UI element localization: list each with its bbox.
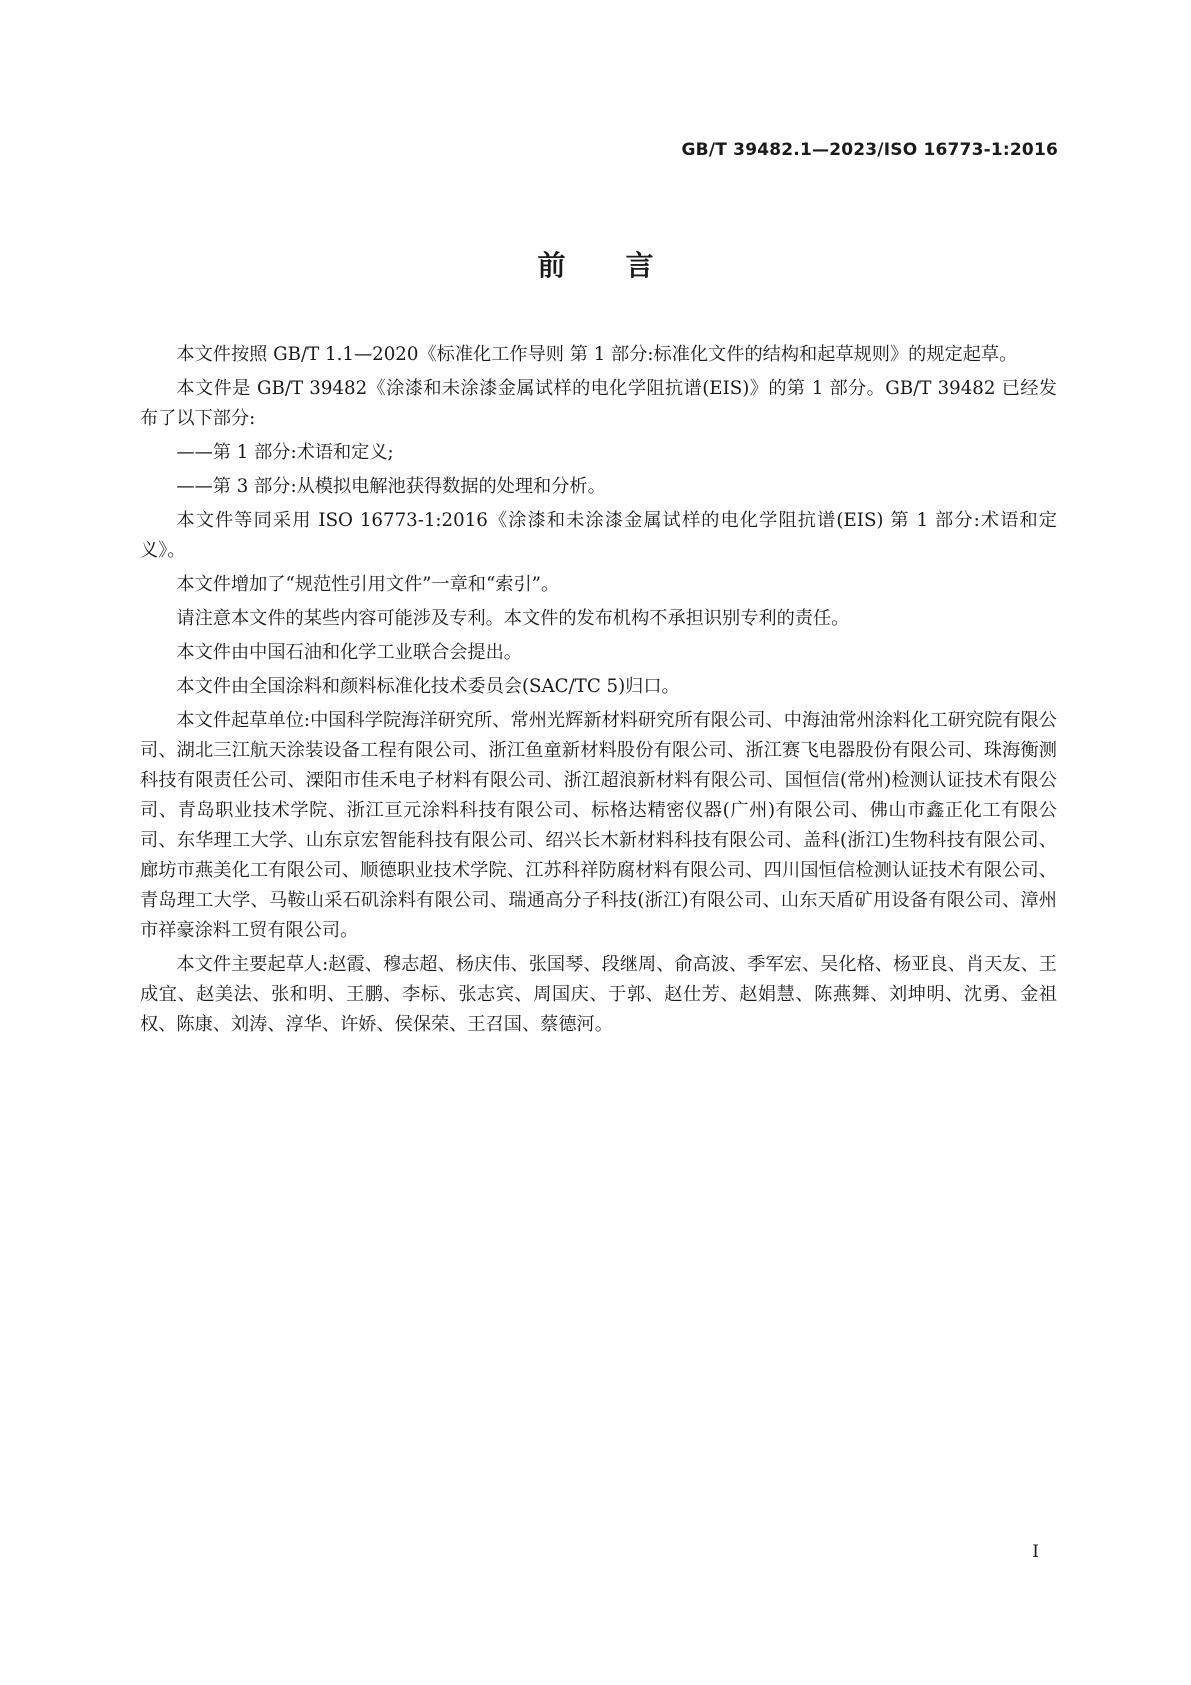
- list-item-part-1: ——第 1 部分:术语和定义;: [176, 442, 394, 463]
- paragraph-patent-notice: 请注意本文件的某些内容可能涉及专利。本文件的发布机构不承担识别专利的责任。: [176, 608, 850, 629]
- paragraph-drafting-units: 本文件起草单位:中国科学院海洋研究所、常州光辉新材料研究所有限公司、中海油常州涂料化工研究院有限公司、湖北三江航天涂装设备工程有限公司、浙江鱼童新材料股份有限公司、浙江赛飞电器股份有限公司、珠海衡测科技有限责任公司、溧阳市佳禾电子材料有限公司、浙江超浪新材料有限公司、国恒信(常州)检测认证技术有限公司、青岛职业技术学院、浙江亘元涂料科技有限公司、标格达精密仪器(广州)有限公司、佛山市鑫正化工有限公司、东华理工大学、山东京宏智能科技有限公司、绍兴长木新材料科技有限公司、盖科(浙江)生物科技有限公司、廊坊市燕美化工有限公司、顺德职业技术学院、江苏科祥防腐材料有限公司、四川国恒信检测认证技术有限公司、青岛理工大学、马鞍山采石矶涂料有限公司、瑞通高分子科技(浙江)有限公司、山东天盾矿用设备有限公司、漳州市祥豪涂料工贸有限公司。: [140, 710, 1057, 941]
- paragraph-iso-adoption: 本文件等同采用 ISO 16773-1:2016《涂漆和未涂漆金属试样的电化学阻抗谱(EIS) 第 1 部分:术语和定义》。: [140, 510, 1057, 561]
- paragraph-proposer: 本文件由中国石油和化学工业联合会提出。: [176, 642, 522, 663]
- paragraph-series-parts: 本文件是 GB/T 39482《涂漆和未涂漆金属试样的电化学阻抗谱(EIS)》的第 1 部分。GB/T 39482 已经发布了以下部分:: [140, 378, 1057, 429]
- paragraph-drafters: 本文件主要起草人:赵霞、穆志超、杨庆伟、张国琴、段继周、俞高波、季军宏、吴化格、杨亚良、肖天友、王成宜、赵美法、张和明、王鹏、李标、张志宾、周国庆、于郭、赵仕芳、赵娟慧、陈燕舞、刘坤明、沈勇、金祖权、陈康、刘涛、淳华、许娇、侯保荣、王召国、蔡德河。: [140, 954, 1057, 1035]
- paragraph-technical-committee: 本文件由全国涂料和颜料标准化技术委员会(SAC/TC 5)归口。: [176, 676, 680, 697]
- list-item-part-3: ——第 3 部分:从模拟电解池获得数据的处理和分析。: [176, 476, 606, 497]
- page-title: 前言: [537, 249, 714, 282]
- paragraph-additions: 本文件增加了“规范性引用文件”一章和“索引”。: [176, 574, 560, 595]
- foreword-body: [140, 340, 1057, 1044]
- paragraph-drafting-rules: 本文件按照 GB/T 1.1—2020《标准化工作导则 第 1 部分:标准化文件的结构和起草规则》的规定起草。: [176, 344, 1018, 365]
- page-number: I: [1032, 1542, 1039, 1562]
- standard-number: GB/T 39482.1—2023/ISO 16773-1:2016: [681, 140, 1058, 160]
